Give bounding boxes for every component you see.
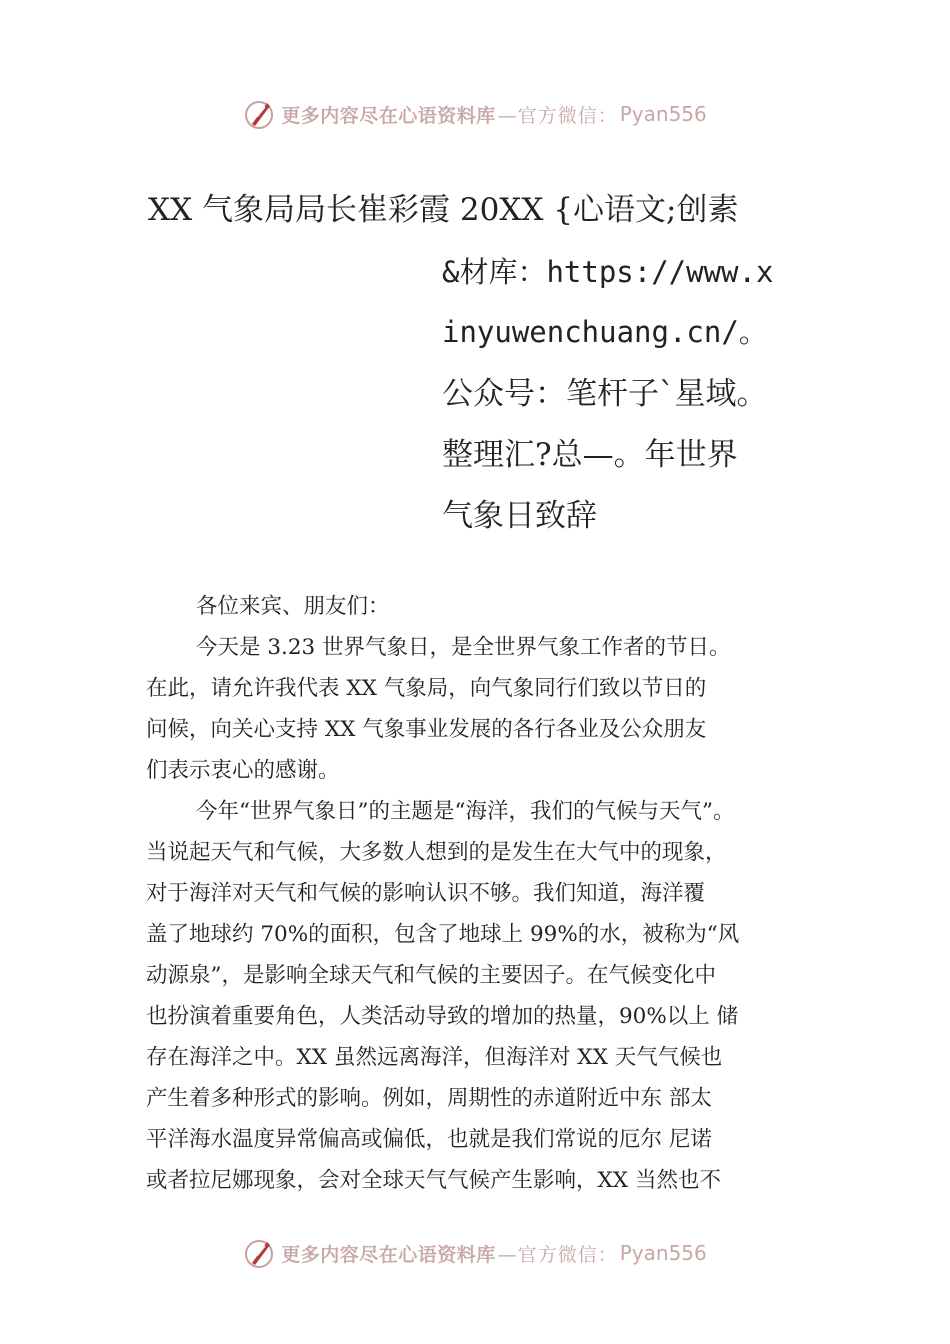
- body-line: 对于海洋对天气和气候的影响认识不够。我们知道，海洋覆: [146, 881, 706, 906]
- title-line: inyuwenchuang.cn/。: [442, 315, 768, 349]
- banner-main-text: 更多内容尽在心语资料库: [281, 104, 496, 127]
- body-line: 在此，请允许我代表 XX 气象局，向气象同行们致以节日的: [146, 676, 707, 701]
- body-line: 们表示衷心的感谢。: [146, 758, 340, 783]
- body-line: 或者拉尼娜现象，会对全球天气气候产生影响，XX 当然也不: [146, 1168, 721, 1193]
- body-line: 今天是 3.23 世界气象日，是全世界气象工作者的节日。: [196, 635, 731, 660]
- banner-sub-text: —官方微信：: [497, 104, 618, 127]
- body-line: 各位来宾、朋友们：: [196, 594, 390, 619]
- banner-sub-text: —官方微信：: [497, 1243, 618, 1266]
- title-line: 整理汇?总—。年世界: [442, 437, 738, 473]
- title-line: 公众号：笔杆子`星域。: [442, 376, 768, 412]
- title-line: 气象日致辞: [442, 498, 597, 534]
- body-line: 也扮演着重要角色，人类活动导致的增加的热量，90%以上 储: [146, 1004, 739, 1029]
- banner-wechat-id: Pyan556: [619, 1241, 707, 1265]
- body-line: 盖了地球约 70%的面积，包含了地球上 99%的水，被称为“风: [146, 922, 740, 947]
- banner-main-text: 更多内容尽在心语资料库: [281, 1243, 496, 1266]
- body-line: 存在海洋之中。XX 虽然远离海洋，但海洋对 XX 天气气候也: [146, 1045, 723, 1070]
- title-line: &材库：https://www.x: [442, 255, 774, 289]
- title-line: XX 气象局局长崔彩霞 20XX {心语文;创素: [148, 192, 739, 228]
- footer-watermark-banner: [0, 1233, 950, 1273]
- feather-pen-logo-icon: [243, 1236, 277, 1270]
- body-line: 平洋海水温度异常偏高或偏低，也就是我们常说的厄尔 尼诺: [146, 1127, 712, 1152]
- body-line: 当说起天气和气候，大多数人想到的是发生在大气中的现象，: [146, 840, 727, 865]
- body-line: 产生着多种形式的影响。例如，周期性的赤道附近中东 部太: [146, 1086, 712, 1111]
- body-line: 问候，向关心支持 XX 气象事业发展的各行各业及公众朋友: [146, 717, 707, 742]
- banner-wechat-id: Pyan556: [619, 102, 707, 126]
- document-title: [0, 0, 950, 560]
- body-line: 动源泉”，是影响全球天气和气候的主要因子。在气候变化中: [146, 963, 716, 988]
- body-line: 今年“世界气象日”的主题是“海洋，我们的气候与天气”。: [196, 799, 735, 824]
